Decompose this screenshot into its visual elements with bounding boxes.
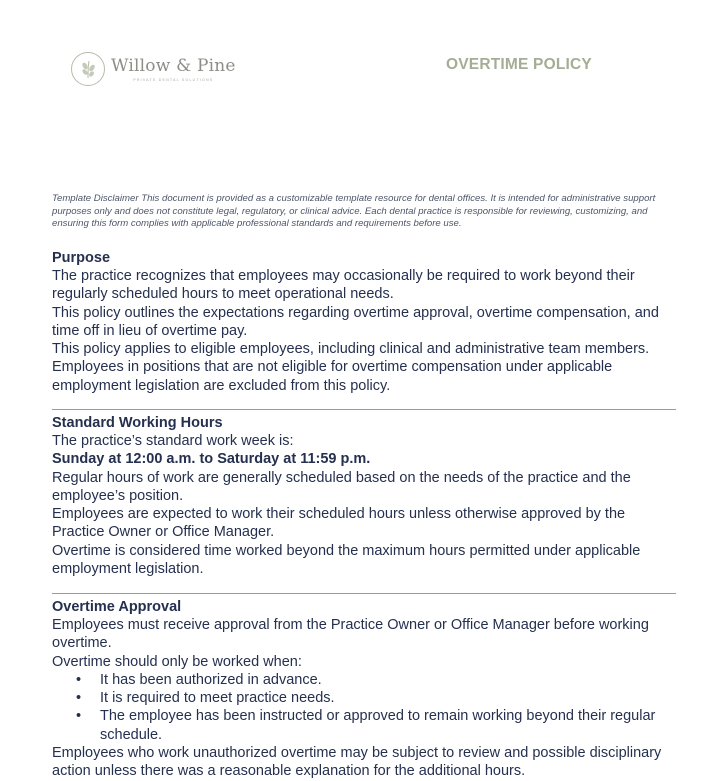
list-item-text: The employee has been instructed or approved to remain working beyond their regular schedule.: [100, 708, 656, 743]
list-item: [52, 689, 677, 707]
working-hours-section: [52, 414, 677, 578]
working-hours-paragraph-2: Regular hours of work are generally scheduled based on the needs of the practice and the employee’s position.: [52, 469, 631, 504]
list-item: [52, 671, 677, 689]
bullet-icon: •: [76, 671, 82, 688]
overtime-approval-paragraph-1: Employees must receive approval from the Practice Owner or Office Manager before working overtime.: [52, 617, 649, 652]
company-logo: [71, 50, 236, 88]
working-hours-paragraph-4: Overtime is considered time worked beyond the maximum hours permitted under applicable employment legislation.: [52, 542, 641, 578]
section-divider: [52, 409, 676, 410]
overtime-approval-paragraph-2: Overtime should only be worked when:: [52, 653, 302, 670]
work-week-definition: Sunday at 12:00 a.m. to Saturday at 11:59 p.m.: [52, 451, 371, 468]
logo-name: Willow & Pine: [111, 55, 236, 76]
working-hours-heading: Standard Working Hours: [52, 415, 223, 431]
bullet-icon: •: [76, 690, 82, 707]
purpose-paragraph-3: This policy applies to eligible employees, including clinical and administrative team members. Employees in positions that are not eligible for overtime compensation under applicable employment legislation are excluded from this policy.: [52, 341, 650, 394]
leaf-emblem-icon: [71, 52, 105, 86]
section-divider: [52, 593, 676, 594]
purpose-heading: Purpose: [52, 250, 111, 266]
purpose-paragraph-2: This policy outlines the expectations regarding overtime approval, overtime compensation, and time off in lieu of overtime pay.: [52, 304, 659, 339]
list-item-text: It is required to meet practice needs.: [100, 690, 335, 707]
list-item: [52, 707, 677, 744]
working-hours-paragraph-3: Employees are expected to work their scheduled hours unless otherwise approved by the Practice Owner or Office Manager.: [52, 506, 626, 541]
overtime-approval-heading: Overtime Approval: [52, 599, 182, 615]
overtime-approval-paragraph-3: Employees who work unauthorized overtime may be subject to review and possible disciplinary action unless there was a reasonable explanation for the additional hours.: [52, 745, 662, 780]
overtime-conditions-list: [52, 671, 677, 744]
overtime-approval-section: [52, 598, 677, 781]
template-disclaimer: Template Disclaimer This document is provided as a customizable template resource for dental offices. It is intended for administrative support purposes only and does not constitute legal, regulatory, or clinical advice. Each dental practice is responsible for reviewing, customizing, and ensuring this form complies with applicable professional standards and requirements before use.: [52, 193, 656, 229]
document-title: OVERTIME POLICY: [446, 56, 592, 73]
logo-tagline: PRIVATE DENTAL SOLUTIONS: [133, 77, 214, 82]
purpose-paragraph-1: The practice recognizes that employees may occasionally be required to work beyond their regularly scheduled hours to meet operational needs.: [52, 268, 635, 303]
purpose-section: [52, 249, 677, 395]
working-hours-paragraph-1: The practice’s standard work week is:: [52, 433, 294, 449]
bullet-icon: •: [76, 708, 82, 725]
list-item-text: It has been authorized in advance.: [100, 671, 322, 688]
